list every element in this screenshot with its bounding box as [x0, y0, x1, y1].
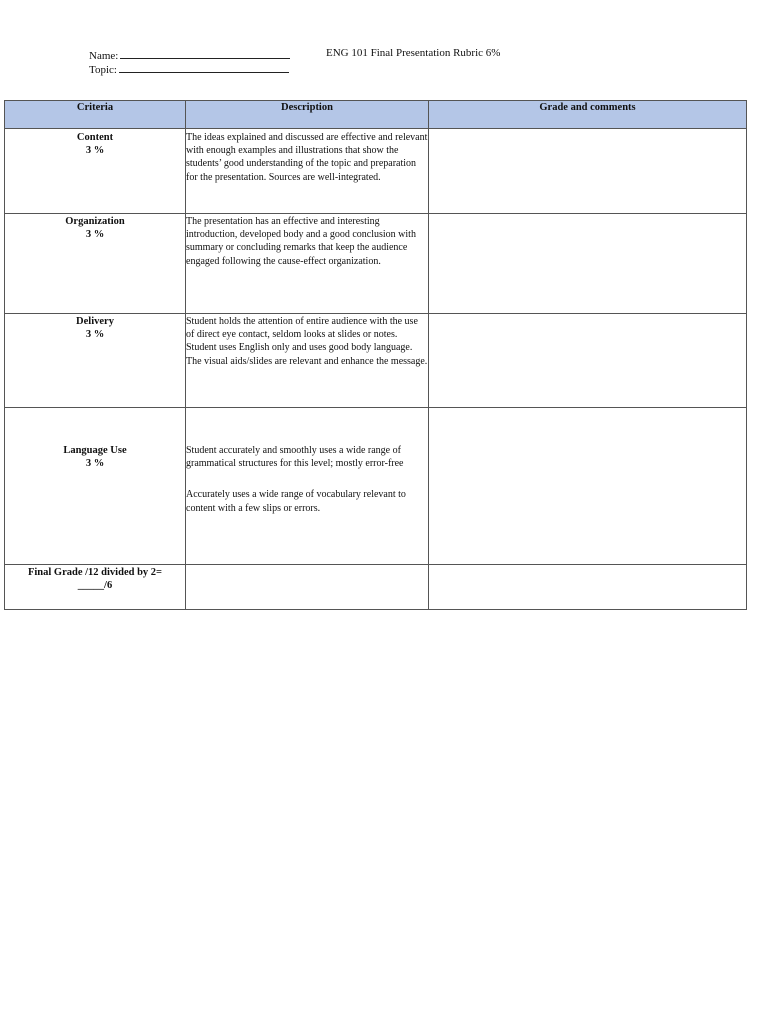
description-text: Student holds the attention of entire audience with the use of direct eye contact, seldom looks at slides or notes.: [186, 316, 418, 341]
criteria-cell: [5, 314, 186, 408]
description-cell: [186, 214, 429, 314]
description-text: The visual aids/slides are relevant and enhance the message.: [186, 355, 428, 367]
description-text: Student accurately and smoothly uses a wide range of grammatical structures for this level; mostly error-free: [186, 445, 404, 470]
description-text: Accurately uses a wide range of vocabulary relevant to content with a few slips or errors.: [186, 489, 406, 514]
rubric-table: [4, 100, 747, 610]
table-row: [5, 214, 747, 314]
description-cell: [186, 408, 429, 565]
description-text: The presentation has an effective and interesting introduction, developed body and a good conclusion with summary or concluding remarks that keep the audience engaged following the cause-effect organization.: [186, 216, 416, 267]
criteria-name: Content: [76, 132, 114, 143]
criteria-weight: 3 %: [85, 145, 105, 156]
topic-label: Topic:: [89, 64, 117, 76]
description-text: The ideas explained and discussed are effective and relevant with enough examples and illustrations that show the students’ good understanding of the topic and preparation for the presentation. Sources are well-integrated.: [186, 132, 428, 183]
table-row: [5, 408, 747, 565]
grade-cell[interactable]: [429, 408, 747, 565]
criteria-name: Organization: [65, 216, 125, 227]
table-row: [5, 314, 747, 408]
description-cell: [186, 314, 429, 408]
grade-cell[interactable]: [429, 129, 747, 214]
final-grade-cell[interactable]: [429, 565, 747, 610]
column-header-criteria: Criteria: [5, 101, 186, 129]
criteria-weight: 3 %: [85, 329, 105, 340]
criteria-weight: 3 %: [85, 229, 105, 240]
criteria-cell: [5, 408, 186, 565]
criteria-cell: [5, 214, 186, 314]
description-cell: [186, 129, 429, 214]
criteria-name: Language Use: [63, 445, 127, 456]
column-header-grade: Grade and comments: [429, 101, 747, 129]
table-header-row: [5, 101, 747, 129]
column-header-description: Description: [186, 101, 429, 129]
final-grade-row: [5, 565, 747, 610]
grade-cell[interactable]: [429, 214, 747, 314]
final-description-cell: [186, 565, 429, 610]
criteria-cell: [5, 129, 186, 214]
document-title: ENG 101 Final Presentation Rubric 6%: [326, 47, 501, 59]
criteria-name: Delivery: [76, 316, 114, 327]
topic-field: [89, 61, 289, 77]
topic-blank[interactable]: [119, 61, 289, 73]
criteria-weight: 3 %: [85, 458, 105, 469]
name-blank[interactable]: [120, 47, 290, 59]
description-text: Student uses English only and uses good body language.: [186, 342, 413, 354]
table-row: [5, 129, 747, 214]
final-grade-label: Final Grade /12 divided by 2= _____/6: [5, 565, 186, 610]
name-label: Name:: [89, 50, 119, 62]
grade-cell[interactable]: [429, 314, 747, 408]
